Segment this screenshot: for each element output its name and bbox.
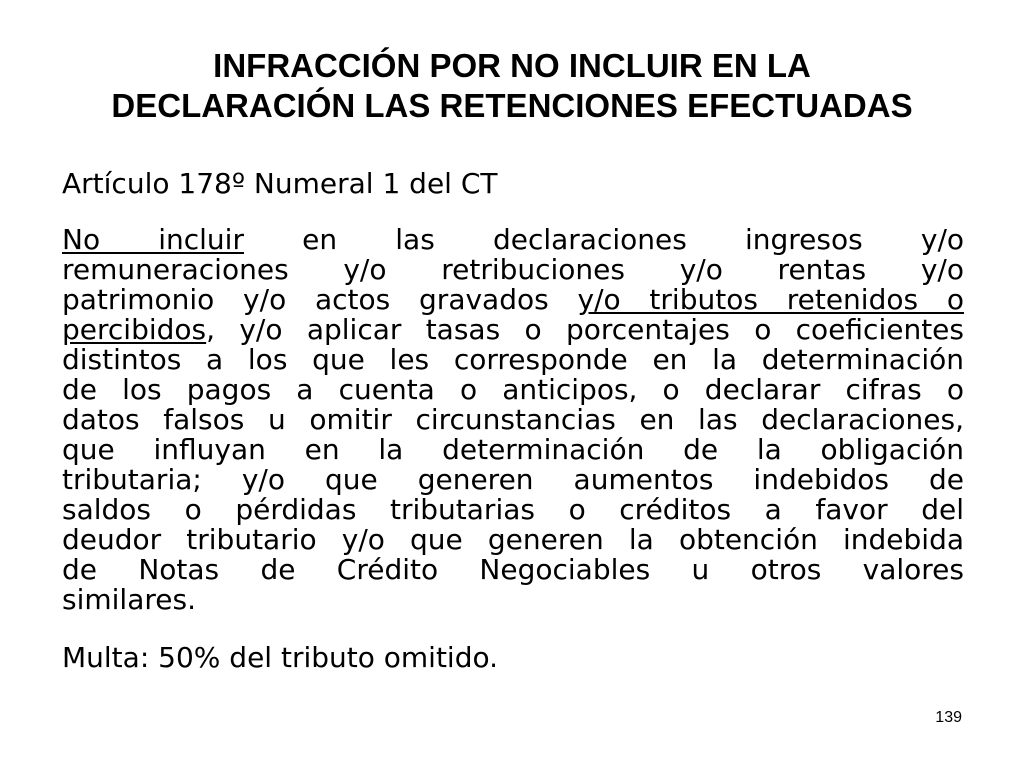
body-text: en las declaraciones ingresos y/o: [243, 223, 965, 256]
body-line: remuneraciones y/o retribuciones y/o rentas y/o: [62, 253, 964, 286]
body-line: saldos o pérdidas tributarias o créditos a favor del: [62, 493, 964, 526]
underlined-text: No incluir: [62, 223, 244, 256]
body-line: distintos a los que les corresponde en la determinación: [62, 343, 964, 376]
body-line: [62, 225, 964, 255]
slide-title: [40, 46, 984, 126]
infraction-description: [62, 225, 964, 615]
body-line: que influyan en la determinación de la obligación: [62, 433, 964, 466]
body-line: [62, 285, 964, 315]
body-line: datos falsos u omitir circunstancias en las declaraciones,: [62, 403, 964, 436]
body-line: [62, 315, 964, 345]
body-line: de los pagos a cuenta o anticipos, o declarar cifras o: [62, 373, 964, 406]
article-reference: Artículo 178º Numeral 1 del CT: [62, 167, 498, 200]
underlined-text: percibidos: [62, 313, 207, 346]
underlined-text: y/o tributos retenidos o: [577, 283, 964, 316]
title-line-1: INFRACCIÓN POR NO INCLUIR EN LA: [213, 47, 811, 84]
body-line: similares.: [62, 583, 196, 616]
fine-text: Multa: 50% del tributo omitido.: [62, 641, 499, 674]
page-number: 139: [935, 709, 962, 726]
body-text: , y/o aplicar tasas o porcentajes o coeficientes: [206, 313, 964, 346]
title-line-2: DECLARACIÓN LAS RETENCIONES EFECTUADAS: [111, 87, 913, 124]
body-line: de Notas de Crédito Negociables u otros valores: [62, 553, 964, 586]
body-line: tributaria; y/o que generen aumentos indebidos de: [62, 463, 964, 496]
body-text: patrimonio y/o actos gravados: [62, 283, 578, 316]
body-line: deudor tributario y/o que generen la obtención indebida: [62, 523, 964, 556]
